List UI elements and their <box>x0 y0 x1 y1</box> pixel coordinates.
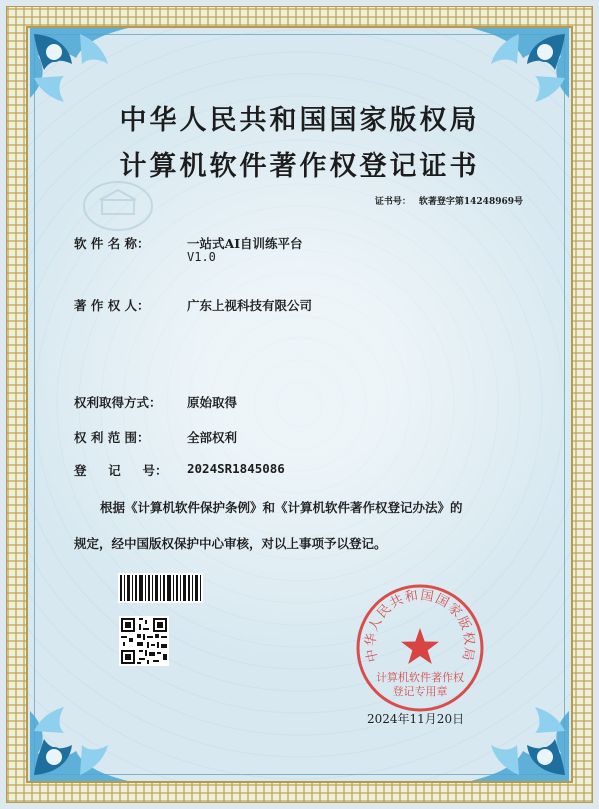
certificate-number-value: 软著登字第14248969号 <box>418 197 523 207</box>
rights-scope-value: 全部权利 <box>187 430 238 445</box>
issuer-title: 中华人民共和国国家版权局 <box>119 105 480 136</box>
seal-bottom-line-2: 登记专用章 <box>392 685 448 698</box>
issue-date: 2024年11月20日 <box>367 712 465 726</box>
copyright-owner-label: 著 作 权 人： <box>74 298 150 313</box>
software-version-value: V1.0 <box>187 250 216 264</box>
corner-ornament-icon <box>24 681 132 785</box>
seal-top-text: 中华人民共和国国家版权局 <box>363 588 477 664</box>
certificate-number-label: 证书号： <box>374 197 411 207</box>
national-emblem-icon <box>82 178 154 234</box>
registration-number-label: 登 记 号： <box>74 463 168 478</box>
barcode-icon <box>118 573 203 603</box>
registration-number-value: 2024SR1845086 <box>187 461 285 476</box>
copyright-owner-value: 广东上视科技有限公司 <box>187 298 313 313</box>
seal-star-icon <box>401 628 439 664</box>
qr-code-icon <box>119 616 169 666</box>
software-name-value: 一站式AI自训练平台 <box>187 236 303 251</box>
software-name-label: 软 件 名 称： <box>74 236 150 251</box>
rights-scope-label: 权 利 范 围： <box>74 430 150 445</box>
certificate-title: 计算机软件著作权登记证书 <box>119 151 480 182</box>
official-seal <box>352 580 488 716</box>
certificate-number <box>367 194 523 207</box>
acquisition-method-value: 原始取得 <box>187 395 238 410</box>
seal-bottom-line-1: 计算机软件著作权 <box>376 671 464 684</box>
acquisition-method-label: 权利取得方式： <box>74 395 162 410</box>
statement-line-2: 规定，经中国版权保护中心审核，对以上事项予以登记。 <box>74 536 387 551</box>
statement-line-1: 根据《计算机软件保护条例》和《计算机软件著作权登记办法》的 <box>100 500 463 515</box>
